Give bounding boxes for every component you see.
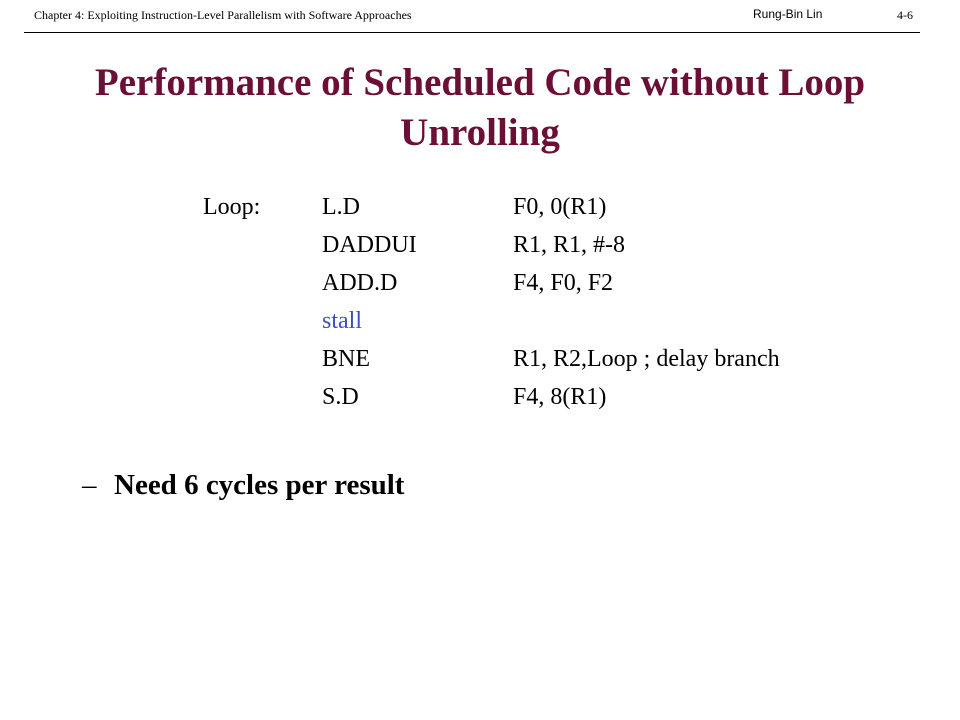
code-line <box>0 380 960 418</box>
code-opcode: stall <box>322 308 362 334</box>
author-name: Rung-Bin Lin <box>753 7 823 21</box>
code-operands: R1, R2,Loop ; delay branch <box>513 346 780 372</box>
slide-header <box>0 0 960 40</box>
bullet-text: Need 6 cycles per result <box>114 469 405 501</box>
code-line <box>0 228 960 266</box>
code-opcode: L.D <box>322 194 360 220</box>
code-operands: F0, 0(R1) <box>513 194 607 220</box>
code-operands: R1, R1, #-8 <box>513 232 626 258</box>
code-opcode: DADDUI <box>322 232 417 258</box>
chapter-title: Chapter 4: Exploiting Instruction-Level Parallelism with Software Approaches <box>34 8 412 22</box>
code-operands: F4, F0, F2 <box>513 270 614 296</box>
code-operands: F4, 8(R1) <box>513 384 607 410</box>
code-line <box>0 304 960 342</box>
code-listing <box>0 190 960 418</box>
page-number: 4-6 <box>897 8 913 22</box>
code-line <box>0 266 960 304</box>
code-opcode: S.D <box>322 384 359 410</box>
code-label: Loop: <box>203 194 261 220</box>
header-divider <box>24 32 920 33</box>
bullet-dash: – <box>82 469 97 501</box>
code-line <box>0 190 960 228</box>
bullet-point <box>82 469 404 502</box>
slide-title: Performance of Scheduled Code without Loop Unrolling <box>94 61 866 154</box>
code-opcode: BNE <box>322 346 370 372</box>
code-line <box>0 342 960 380</box>
code-opcode: ADD.D <box>322 270 398 296</box>
